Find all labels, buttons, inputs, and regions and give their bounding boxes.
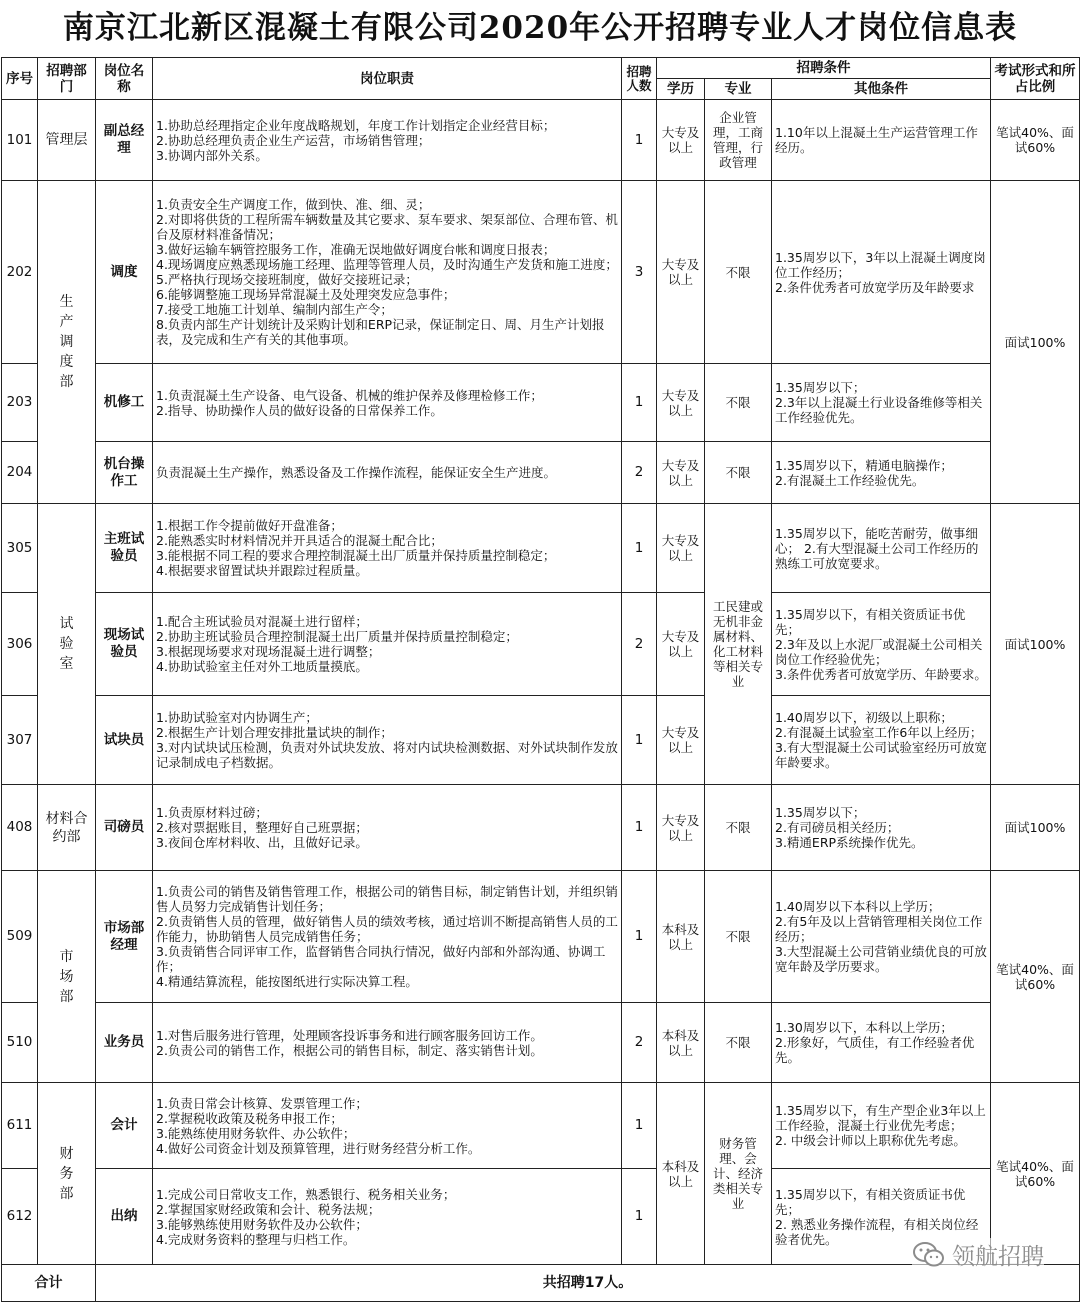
duty-line: 2.负责公司的销售工作，根据公司的销售目标，制定、落实销售计划。 <box>156 1042 543 1058</box>
row-seq: 408 <box>2 785 38 871</box>
table-row <box>2 785 1080 871</box>
condition-line: 1.40周岁以下本科以上学历； <box>775 899 941 914</box>
position-name: 调度 <box>96 181 153 364</box>
total-text: 共招聘17人。 <box>96 1265 1080 1302</box>
condition-line: 3.精通ERP系统操作优先。 <box>775 835 924 850</box>
table-row <box>2 442 1080 504</box>
header-dept: 招聘部门 <box>38 58 96 100</box>
duty-line: 1.完成公司日常收支工作，熟悉银行、税务相关业务； <box>156 1186 456 1202</box>
exam-cell: 面试100% <box>991 504 1080 785</box>
position-name: 主班试验员 <box>96 504 153 593</box>
duties-cell <box>153 1083 622 1169</box>
headcount: 1 <box>622 100 657 181</box>
table-row <box>2 1083 1080 1169</box>
duties-cell <box>153 593 622 696</box>
condition-line: 2.有混凝土试验室工作6年以上经历； <box>775 725 983 740</box>
headcount: 1 <box>622 1083 657 1169</box>
position-name: 司磅员 <box>96 785 153 871</box>
duty-line: 1.负责安全生产调度工作，做到快、准、细、灵； <box>156 197 431 212</box>
condition-line: 1.35周岁以下，有相关资质证书优先； <box>775 1186 966 1217</box>
table-row <box>2 100 1080 181</box>
condition-line: 1.10年以上混凝土生产运营管理工作经历。 <box>775 125 978 155</box>
header-exam: 考试形式和所占比例 <box>991 58 1080 100</box>
dept-cell <box>38 181 96 504</box>
condition-line: 1.35周岁以下，精通电脑操作； <box>775 457 953 473</box>
dept-name: 材料合约部 <box>45 810 88 845</box>
row-seq: 202 <box>2 181 38 364</box>
duty-line: 2.掌握税收政策及税务申报工作； <box>156 1110 343 1126</box>
duty-line: 4.协助试验室主任对外工地质量摸底。 <box>156 659 368 674</box>
education-cell: 本科及以上 <box>657 1083 705 1265</box>
exam-cell: 笔试40%、面试60% <box>991 1083 1080 1265</box>
major-cell: 不限 <box>705 442 772 504</box>
other-conditions <box>772 696 991 785</box>
other-conditions <box>772 1083 991 1169</box>
position-name: 会计 <box>96 1083 153 1169</box>
condition-line: 1.35周岁以下； <box>775 805 866 820</box>
condition-line: 3.条件优秀者可放宽学历、年龄要求。 <box>775 666 987 682</box>
duty-line: 1.对售后服务进行管理，处理顾客投诉事务和进行顾客服务回访工作。 <box>156 1027 543 1043</box>
other-conditions <box>772 785 991 871</box>
other-conditions <box>772 100 991 181</box>
duty-line: 3.做好运输车辆管控服务工作，准确无误地做好调度台帐和调度日报表； <box>156 242 556 257</box>
duty-line: 8.负责内部生产计划统计及采购计划和ERP记录，保证制定日、周、月生产计划报表，及完成和生产有关的其他事项。 <box>156 317 605 347</box>
other-conditions <box>772 442 991 504</box>
condition-line: 2.条件优秀者可放宽学历及年龄要求 <box>775 279 975 295</box>
headcount: 1 <box>622 871 657 1003</box>
position-name: 机台操作工 <box>96 442 153 504</box>
other-conditions <box>772 593 991 696</box>
education-cell: 大专及以上 <box>657 100 705 181</box>
exam-cell: 笔试40%、面试60% <box>991 871 1080 1083</box>
headcount: 1 <box>622 364 657 442</box>
education-cell: 本科及以上 <box>657 871 705 1003</box>
duty-line: 4.精通结算流程，能按图纸进行实际决算工程。 <box>156 974 418 989</box>
row-seq: 306 <box>2 593 38 696</box>
duty-line: 2.指导、协助操作人员的做好设备的日常保养工作。 <box>156 402 443 418</box>
duty-line: 4.完成财务资料的整理与归档工作。 <box>156 1231 356 1247</box>
header-duties: 岗位职责 <box>153 58 622 100</box>
condition-line: 1.30周岁以下，本科以上学历； <box>775 1020 953 1035</box>
education-cell: 本科及以上 <box>657 1003 705 1083</box>
position-name: 现场试验员 <box>96 593 153 696</box>
major-cell: 企业管理，工商管理，行政管理 <box>705 100 772 181</box>
header-other: 其他条件 <box>772 79 991 100</box>
row-seq: 611 <box>2 1083 38 1169</box>
major-cell: 不限 <box>705 364 772 442</box>
education-cell: 大专及以上 <box>657 785 705 871</box>
condition-line: 2.有混凝土工作经验优先。 <box>775 472 925 488</box>
duty-line: 1.根据工作令提前做好开盘准备； <box>156 518 343 533</box>
duty-line: 4.根据要求留置试块并跟踪过程质量。 <box>156 563 368 578</box>
education-cell: 大专及以上 <box>657 696 705 785</box>
education-cell: 大专及以上 <box>657 181 705 364</box>
duty-line: 1.负责原材料过磅； <box>156 805 268 820</box>
duties-cell <box>153 442 622 504</box>
duty-line: 4.现场调度应熟悉现场施工经理、监理等管理人员，及时沟通生产发货和施工进度； <box>156 257 618 272</box>
dept-cell <box>38 504 96 785</box>
header-major: 专业 <box>705 79 772 100</box>
condition-line: 2. 中级会计师以上职称优先考虑。 <box>775 1133 966 1148</box>
position-name: 副总经理 <box>96 100 153 181</box>
duties-cell <box>153 871 622 1003</box>
other-conditions <box>772 871 991 1003</box>
table-row <box>2 1003 1080 1083</box>
watermark-text: 领航招聘 <box>952 1244 1044 1270</box>
condition-line: 1.35周岁以下； <box>775 380 866 395</box>
headcount: 1 <box>622 696 657 785</box>
dept-name: 生产调度部 <box>59 294 74 390</box>
exam-cell: 面试100% <box>991 181 1080 504</box>
condition-line: 1.35周岁以下，3年以上混凝土调度岗位工作经历； <box>775 249 986 280</box>
duty-line: 3.负责销售合同评审工作，监督销售合同执行情况，做好内部和外部沟通、协调工作； <box>156 944 606 974</box>
headcount: 2 <box>622 1003 657 1083</box>
position-name: 业务员 <box>96 1003 153 1083</box>
header-position: 岗位名称 <box>96 58 153 100</box>
row-seq: 204 <box>2 442 38 504</box>
position-name: 机修工 <box>96 364 153 442</box>
condition-line: 2.3年以上混凝土行业设备维修等相关工作经验优先。 <box>775 395 983 425</box>
header-seq: 序号 <box>2 58 38 100</box>
table-row <box>2 593 1080 696</box>
duties-cell <box>153 696 622 785</box>
row-seq: 305 <box>2 504 38 593</box>
position-name: 市场部经理 <box>96 871 153 1003</box>
dept-cell <box>38 100 96 181</box>
headcount: 2 <box>622 442 657 504</box>
row-seq: 307 <box>2 696 38 785</box>
duties-cell <box>153 181 622 364</box>
major-cell: 不限 <box>705 181 772 364</box>
duty-line: 5.严格执行现场交接班制度，做好交接班记录； <box>156 272 418 287</box>
position-name: 试块员 <box>96 696 153 785</box>
headcount: 1 <box>622 785 657 871</box>
row-seq: 612 <box>2 1169 38 1265</box>
major-cell: 财务管理、会计、经济类相关专业 <box>705 1083 772 1265</box>
duty-line: 2.掌握国家财经政策和会计、税务法规； <box>156 1201 381 1217</box>
duty-line: 3.夜间仓库材料收、出，且做好记录。 <box>156 835 368 850</box>
table-row <box>2 871 1080 1003</box>
condition-line: 2. 熟悉业务操作流程，有相关岗位经验者优先。 <box>775 1216 979 1247</box>
table-row <box>2 504 1080 593</box>
condition-line: 2.3年及以上水泥厂或混凝土公司相关岗位工作经验优先； <box>775 636 983 667</box>
exam-cell: 面试100% <box>991 785 1080 871</box>
condition-line: 1.40周岁以下，初级以上职称； <box>775 710 953 725</box>
row-seq: 101 <box>2 100 38 181</box>
duty-line: 6.能够调整施工现场异常混凝土及处理突发应急事件； <box>156 287 456 302</box>
condition-line: 1.35周岁以下，能吃苦耐劳，做事细心； 2.有大型混凝土公司工作经历的熟练工可放宽要求。 <box>775 525 979 571</box>
other-conditions <box>772 364 991 442</box>
dept-cell <box>38 871 96 1083</box>
dept-cell <box>38 1083 96 1265</box>
headcount: 2 <box>622 593 657 696</box>
exam-cell: 笔试40%、面试60% <box>991 100 1080 181</box>
job-info-table <box>1 57 1080 1302</box>
condition-line: 3.有大型混凝土公司试验室经历可放宽年龄要求。 <box>775 740 987 770</box>
table-row <box>2 181 1080 364</box>
row-seq: 510 <box>2 1003 38 1083</box>
duties-cell <box>153 364 622 442</box>
duty-line: 7.接受工地施工计划单、编制内部生产令； <box>156 302 393 317</box>
header-conditions: 招聘条件 <box>657 58 991 79</box>
watermark <box>912 1238 1044 1271</box>
duty-line: 2.对即将供货的工程所需车辆数量及其它要求、泵车要求、架泵部位、合理布管、机台及原材料准备情况； <box>156 212 618 242</box>
duty-line: 2.协助总经理负责企业生产运营，市场销售管理； <box>156 132 431 148</box>
condition-line: 1.35周岁以下，有生产型企业3年以上工作经验，混凝土行业优先考虑； <box>775 1103 986 1133</box>
major-cell: 不限 <box>705 1003 772 1083</box>
headcount: 3 <box>622 181 657 364</box>
table-row <box>2 364 1080 442</box>
wechat-icon <box>912 1241 946 1269</box>
duty-line: 1.负责混凝土生产设备、电气设备、机械的维护保养及修理检修工作； <box>156 387 543 403</box>
row-seq: 203 <box>2 364 38 442</box>
duties-cell <box>153 1003 622 1083</box>
duty-line: 3.能根据不同工程的要求合理控制混凝土出厂质量并保持质量控制稳定； <box>156 548 556 563</box>
total-label: 合计 <box>2 1265 96 1302</box>
duty-line: 3.能够熟练使用财务软件及办公软件； <box>156 1216 368 1232</box>
duty-line: 3.根据现场要求对现场混凝土进行调整； <box>156 644 381 659</box>
dept-name: 财务部 <box>59 1145 74 1202</box>
condition-line: 1.35周岁以下，有相关资质证书优先； <box>775 606 966 637</box>
headcount: 1 <box>622 1169 657 1265</box>
duty-line: 1.协助试验室对内协调生产； <box>156 710 318 725</box>
duty-line: 3.对内试块试压检测，负责对外试块发放、将对内试块检测数据、对外试块制作发放记录制成电子档数据。 <box>156 740 618 770</box>
duties-cell <box>153 785 622 871</box>
condition-line: 2.形象好，气质佳，有工作经验者优先。 <box>775 1035 975 1065</box>
education-cell: 大专及以上 <box>657 364 705 442</box>
duty-line: 2.协助主班试验员合理控制混凝土出厂质量并保持质量控制稳定； <box>156 629 518 644</box>
dept-name: 试验室 <box>59 616 74 672</box>
duty-line: 1.负责日常会计核算、发票管理工作； <box>156 1095 368 1111</box>
duties-cell <box>153 504 622 593</box>
header-education: 学历 <box>657 79 705 100</box>
duty-line: 2.核对票据账目，整理好自己班票据； <box>156 820 368 835</box>
other-conditions <box>772 1003 991 1083</box>
duty-line: 1.协助总经理指定企业年度战略规划，年度工作计划指定企业经营目标； <box>156 117 556 133</box>
condition-line: 2.有5年及以上营销管理相关岗位工作经历； <box>775 914 983 944</box>
duty-line: 负责混凝土生产操作，熟悉设备及工作操作流程，能保证安全生产进度。 <box>156 465 557 480</box>
education-cell: 大专及以上 <box>657 442 705 504</box>
dept-name: 市场部 <box>59 948 74 1005</box>
duty-line: 3.协调内部外关系。 <box>156 147 268 163</box>
major-cell: 不限 <box>705 871 772 1003</box>
duty-line: 1.配合主班试验员对混凝土进行留样； <box>156 614 368 629</box>
other-conditions <box>772 504 991 593</box>
headcount: 1 <box>622 504 657 593</box>
other-conditions <box>772 181 991 364</box>
duty-line: 1.负责公司的销售及销售管理工作，根据公司的销售目标，制定销售计划，并组织销售人员努力完成销售计划任务； <box>156 884 618 914</box>
page-title: 南京江北新区混凝土有限公司2020年公开招聘专业人才岗位信息表 <box>62 10 1018 46</box>
duty-line: 2.根据生产计划合理安排批量试块的制作； <box>156 725 393 740</box>
position-name: 出纳 <box>96 1169 153 1265</box>
duty-line: 2.能熟悉实时材料情况并开具适合的混凝土配合比； <box>156 533 443 548</box>
education-cell: 大专及以上 <box>657 593 705 696</box>
major-cell: 不限 <box>705 785 772 871</box>
duties-cell <box>153 100 622 181</box>
row-seq: 509 <box>2 871 38 1003</box>
condition-line: 3.大型混凝土公司营销业绩优良的可放宽年龄及学历要求。 <box>775 944 987 974</box>
condition-line: 2.有司磅员相关经历； <box>775 820 900 835</box>
header-count: 招聘人数 <box>622 58 657 100</box>
table-row <box>2 696 1080 785</box>
duty-line: 4.做好公司资金计划及预算管理，进行财务经营分析工作。 <box>156 1140 481 1156</box>
education-cell: 大专及以上 <box>657 504 705 593</box>
dept-name: 管理层 <box>45 132 88 148</box>
dept-cell <box>38 785 96 871</box>
duties-cell <box>153 1169 622 1265</box>
duty-line: 2.负责销售人员的管理，做好销售人员的绩效考核，通过培训不断提高销售人员的工作能力，协助销售人员完成销售任务； <box>156 914 618 944</box>
duty-line: 3.能熟练使用财务软件、办公软件； <box>156 1125 356 1141</box>
major-cell: 工民建或无机非金属材料、化工材料等相关专业 <box>705 504 772 785</box>
